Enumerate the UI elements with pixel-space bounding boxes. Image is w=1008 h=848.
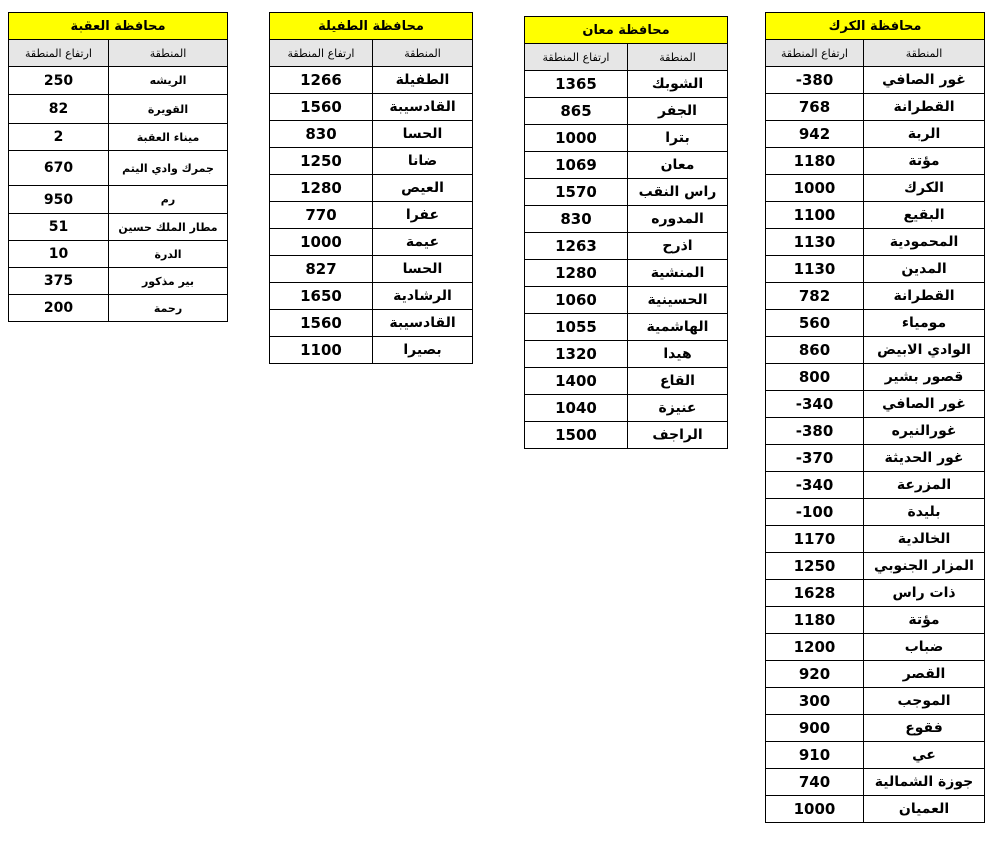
table-row <box>766 229 985 256</box>
tafila-region-header: المنطقة <box>373 40 473 67</box>
region-cell: العميان <box>864 796 985 823</box>
region-cell: الحسينية <box>628 287 728 314</box>
elevation-cell: 1560 <box>270 310 373 337</box>
table-row <box>766 175 985 202</box>
elevation-cell: 830 <box>525 206 628 233</box>
elevation-cell: 1200 <box>766 634 864 661</box>
elevation-cell: 250 <box>9 67 109 95</box>
elevation-cell: 1000 <box>270 229 373 256</box>
table-row <box>270 310 473 337</box>
region-cell: الدرة <box>109 241 228 268</box>
elevation-cell: 200 <box>9 295 109 322</box>
elevation-cell: -100 <box>766 499 864 526</box>
table-row <box>766 499 985 526</box>
elevation-cell: 2 <box>9 124 109 151</box>
table-row <box>525 233 728 260</box>
table-row <box>766 67 985 94</box>
elevation-cell: -340 <box>766 391 864 418</box>
region-cell: ذات راس <box>864 580 985 607</box>
region-cell: المدوره <box>628 206 728 233</box>
region-cell: البقيع <box>864 202 985 229</box>
region-cell: بترا <box>628 125 728 152</box>
table-row <box>270 229 473 256</box>
elevation-cell: 1263 <box>525 233 628 260</box>
elevation-cell: 10 <box>9 241 109 268</box>
table-row <box>9 295 228 322</box>
region-cell: القاع <box>628 368 728 395</box>
table-row <box>525 287 728 314</box>
tafila-title: محافظة الطفيلة <box>270 13 473 40</box>
region-cell: القادسيبة <box>373 310 473 337</box>
karak-table <box>765 12 985 823</box>
table-row <box>766 553 985 580</box>
elevation-cell: 800 <box>766 364 864 391</box>
elevation-cell: 910 <box>766 742 864 769</box>
elevation-cell: 920 <box>766 661 864 688</box>
elevation-cell: -380 <box>766 67 864 94</box>
region-cell: رم <box>109 186 228 214</box>
elevation-cell: 1180 <box>766 148 864 175</box>
region-cell: المزرعة <box>864 472 985 499</box>
region-cell: العيص <box>373 175 473 202</box>
table-row <box>766 580 985 607</box>
elevation-cell: 1180 <box>766 607 864 634</box>
table-row <box>270 256 473 283</box>
region-cell: مطار الملك حسين <box>109 214 228 241</box>
table-row <box>766 742 985 769</box>
region-cell: الطفيلة <box>373 67 473 94</box>
region-cell: راس النقب <box>628 179 728 206</box>
region-cell: غور الصافي <box>864 391 985 418</box>
table-row <box>9 268 228 295</box>
table-row <box>9 214 228 241</box>
elevation-cell: 1100 <box>766 202 864 229</box>
table-row <box>525 260 728 287</box>
table-row <box>9 151 228 186</box>
elevation-cell: 560 <box>766 310 864 337</box>
elevation-cell: 1266 <box>270 67 373 94</box>
elevation-cell: 1320 <box>525 341 628 368</box>
region-cell: رحمة <box>109 295 228 322</box>
region-cell: جوزة الشمالية <box>864 769 985 796</box>
elevation-cell: 900 <box>766 715 864 742</box>
table-row <box>766 445 985 472</box>
elevation-cell: -340 <box>766 472 864 499</box>
table-row <box>525 368 728 395</box>
table-row <box>270 148 473 175</box>
elevation-cell: 827 <box>270 256 373 283</box>
table-row <box>766 796 985 823</box>
region-cell: الراجف <box>628 422 728 449</box>
table-row <box>766 715 985 742</box>
region-cell: فقوع <box>864 715 985 742</box>
tafila-table <box>269 12 473 364</box>
table-row <box>766 472 985 499</box>
table-row <box>766 202 985 229</box>
region-cell: القطرانة <box>864 283 985 310</box>
region-cell: عي <box>864 742 985 769</box>
elevation-cell: 1130 <box>766 229 864 256</box>
table-row <box>525 152 728 179</box>
region-cell: غور الصافي <box>864 67 985 94</box>
table-row <box>9 95 228 124</box>
region-cell: اذرح <box>628 233 728 260</box>
maan-region-header: المنطقة <box>628 44 728 71</box>
aqaba-region-header: المنطقة <box>109 40 228 67</box>
table-row <box>766 364 985 391</box>
maan-elevation-header: ارتفاع المنطقة <box>525 44 628 71</box>
region-cell: قصور بشير <box>864 364 985 391</box>
region-cell: غورالنيره <box>864 418 985 445</box>
elevation-cell: 1250 <box>766 553 864 580</box>
table-row <box>9 186 228 214</box>
maan-title: محافظة معان <box>525 17 728 44</box>
table-row <box>766 526 985 553</box>
region-cell: الحسا <box>373 121 473 148</box>
region-cell: هيدا <box>628 341 728 368</box>
elevation-cell: 860 <box>766 337 864 364</box>
table-row <box>766 688 985 715</box>
table-row <box>525 179 728 206</box>
table-row <box>766 310 985 337</box>
region-cell: الخالدية <box>864 526 985 553</box>
region-cell: الكرك <box>864 175 985 202</box>
elevation-cell: -370 <box>766 445 864 472</box>
elevation-cell: 82 <box>9 95 109 124</box>
table-row <box>270 67 473 94</box>
table-row <box>766 769 985 796</box>
table-row <box>525 71 728 98</box>
region-cell: جمرك وادي اليتم <box>109 151 228 186</box>
elevation-cell: 1280 <box>525 260 628 287</box>
region-cell: الريشه <box>109 67 228 95</box>
elevation-cell: 1365 <box>525 71 628 98</box>
elevation-cell: 375 <box>9 268 109 295</box>
table-row <box>525 314 728 341</box>
elevation-cell: 1055 <box>525 314 628 341</box>
region-cell: الرشادية <box>373 283 473 310</box>
elevation-cell: 740 <box>766 769 864 796</box>
elevation-cell: 865 <box>525 98 628 125</box>
elevation-cell: 300 <box>766 688 864 715</box>
maan-table <box>524 16 728 449</box>
elevation-cell: 1650 <box>270 283 373 310</box>
elevation-cell: 1000 <box>525 125 628 152</box>
aqaba-elevation-header: ارتفاع المنطقة <box>9 40 109 67</box>
table-row <box>766 337 985 364</box>
elevation-cell: 1560 <box>270 94 373 121</box>
table-row <box>270 94 473 121</box>
elevation-cell: 1170 <box>766 526 864 553</box>
elevation-cell: 770 <box>270 202 373 229</box>
region-cell: مومياء <box>864 310 985 337</box>
aqaba-title: محافظة العقبة <box>9 13 228 40</box>
elevation-cell: 782 <box>766 283 864 310</box>
region-cell: المحمودية <box>864 229 985 256</box>
elevation-cell: 942 <box>766 121 864 148</box>
region-cell: القادسيبة <box>373 94 473 121</box>
elevation-cell: 1570 <box>525 179 628 206</box>
region-cell: غور الحديثة <box>864 445 985 472</box>
region-cell: معان <box>628 152 728 179</box>
table-row <box>9 67 228 95</box>
region-cell: القصر <box>864 661 985 688</box>
region-cell: الوادي الابيض <box>864 337 985 364</box>
table-row <box>525 341 728 368</box>
elevation-cell: 1130 <box>766 256 864 283</box>
region-cell: عيمة <box>373 229 473 256</box>
region-cell: بصيرا <box>373 337 473 364</box>
elevation-cell: 1628 <box>766 580 864 607</box>
region-cell: ضانا <box>373 148 473 175</box>
region-cell: ضباب <box>864 634 985 661</box>
table-row <box>270 337 473 364</box>
elevation-cell: 1040 <box>525 395 628 422</box>
elevation-cell: 1280 <box>270 175 373 202</box>
table-row <box>766 607 985 634</box>
table-row <box>766 661 985 688</box>
tafila-elevation-header: ارتفاع المنطقة <box>270 40 373 67</box>
aqaba-table <box>8 12 228 322</box>
table-row <box>270 283 473 310</box>
region-cell: مؤتة <box>864 148 985 175</box>
elevation-cell: 670 <box>9 151 109 186</box>
table-row <box>525 395 728 422</box>
elevation-cell: 1060 <box>525 287 628 314</box>
table-row <box>525 206 728 233</box>
region-cell: مؤتة <box>864 607 985 634</box>
region-cell: المدين <box>864 256 985 283</box>
region-cell: الهاشمية <box>628 314 728 341</box>
region-cell: بليدة <box>864 499 985 526</box>
region-cell: القطرانة <box>864 94 985 121</box>
elevation-cell: 1069 <box>525 152 628 179</box>
region-cell: المزار الجنوبي <box>864 553 985 580</box>
table-row <box>766 283 985 310</box>
table-row <box>766 121 985 148</box>
table-row <box>766 256 985 283</box>
table-row <box>766 94 985 121</box>
table-row <box>525 125 728 152</box>
region-cell: بير مذكور <box>109 268 228 295</box>
table-row <box>766 634 985 661</box>
region-cell: المنشية <box>628 260 728 287</box>
elevation-cell: 1100 <box>270 337 373 364</box>
region-cell: عفرا <box>373 202 473 229</box>
elevation-cell: 1000 <box>766 175 864 202</box>
region-cell: عنيزة <box>628 395 728 422</box>
region-cell: القويرة <box>109 95 228 124</box>
table-row <box>525 422 728 449</box>
elevation-cell: 830 <box>270 121 373 148</box>
elevation-cell: 1500 <box>525 422 628 449</box>
region-cell: الحسا <box>373 256 473 283</box>
table-row <box>766 418 985 445</box>
region-cell: الشوبك <box>628 71 728 98</box>
table-row <box>766 148 985 175</box>
elevation-cell: 768 <box>766 94 864 121</box>
karak-region-header: المنطقة <box>864 40 985 67</box>
region-cell: الجفر <box>628 98 728 125</box>
elevation-cell: 1000 <box>766 796 864 823</box>
table-row <box>270 202 473 229</box>
table-row <box>9 124 228 151</box>
table-row <box>270 175 473 202</box>
table-row <box>9 241 228 268</box>
region-cell: الموجب <box>864 688 985 715</box>
elevation-cell: 950 <box>9 186 109 214</box>
karak-elevation-header: ارتفاع المنطقة <box>766 40 864 67</box>
elevation-cell: 1400 <box>525 368 628 395</box>
table-row <box>766 391 985 418</box>
elevation-cell: 1250 <box>270 148 373 175</box>
region-cell: ميناء العقبة <box>109 124 228 151</box>
elevation-cell: -380 <box>766 418 864 445</box>
table-row <box>525 98 728 125</box>
table-row <box>270 121 473 148</box>
elevation-cell: 51 <box>9 214 109 241</box>
karak-title: محافظة الكرك <box>766 13 985 40</box>
region-cell: الربة <box>864 121 985 148</box>
